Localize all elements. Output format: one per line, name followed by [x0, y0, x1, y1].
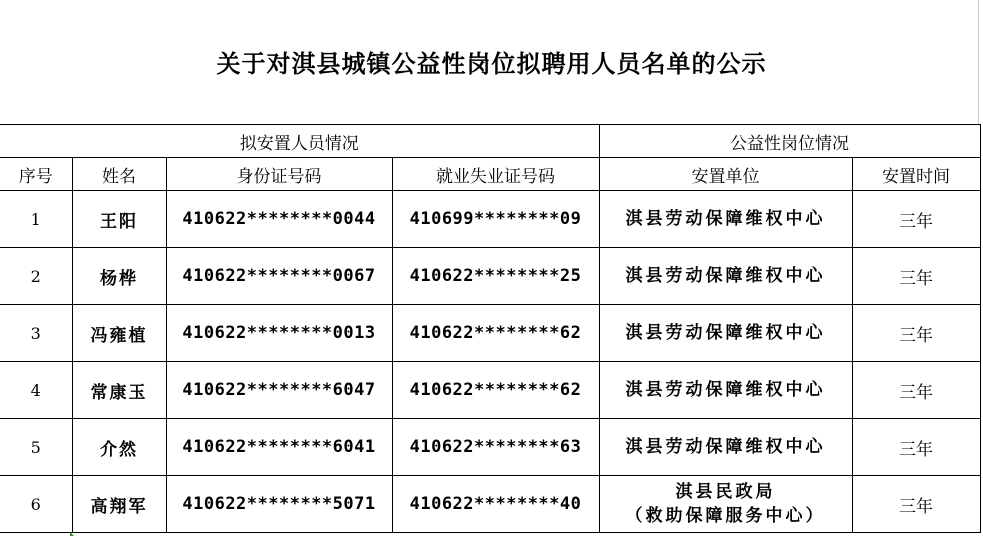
cell-id-number: 410622********5071: [166, 476, 392, 533]
column-header-row: [0, 158, 980, 191]
cell-unit: [599, 305, 852, 362]
cell-id-number: 410622********6041: [166, 419, 392, 476]
group-header-personnel: 拟安置人员情况: [0, 125, 599, 158]
cell-duration: 三年: [852, 362, 980, 419]
cell-corner-marker: [70, 532, 74, 536]
cell-name: 介然: [72, 419, 166, 476]
column-header-unit: 安置单位: [599, 158, 852, 191]
cell-unit: [599, 419, 852, 476]
cell-seq: 2: [0, 248, 72, 305]
column-header-name: 姓名: [72, 158, 166, 191]
column-header-id-number: 身份证号码: [166, 158, 392, 191]
column-header-seq: 序号: [0, 158, 72, 191]
cell-duration: 三年: [852, 476, 980, 533]
cell-id-number: 410622********0067: [166, 248, 392, 305]
cell-unit: [599, 476, 852, 533]
cell-unit-line: 淇县劳动保障维权中心: [625, 209, 826, 229]
cell-unit: [599, 362, 852, 419]
cell-name: 冯雍植: [72, 305, 166, 362]
cell-seq: 4: [0, 362, 72, 419]
cell-unit: [599, 191, 852, 248]
cell-unit-line: 淇县劳动保障维权中心: [625, 266, 826, 286]
cell-employment-cert: 410622********25: [392, 248, 599, 305]
cell-seq: 1: [0, 191, 72, 248]
column-header-duration: 安置时间: [852, 158, 980, 191]
column-header-employment-cert: 就业失业证号码: [392, 158, 599, 191]
table-row: [0, 419, 980, 476]
cell-unit-line: 淇县劳动保障维权中心: [625, 323, 826, 343]
cell-duration: 三年: [852, 248, 980, 305]
cell-id-number: 410622********6047: [166, 362, 392, 419]
table-row: [0, 248, 980, 305]
cell-employment-cert: 410622********63: [392, 419, 599, 476]
cell-seq: 5: [0, 419, 72, 476]
cell-employment-cert: 410622********62: [392, 362, 599, 419]
cell-unit-line: 淇县劳动保障维权中心: [625, 380, 826, 400]
sheet-gridline: [978, 0, 979, 124]
page-title: 关于对淇县城镇公益性岗位拟聘用人员名单的公示: [216, 50, 767, 78]
cell-id-number: 410622********0013: [166, 305, 392, 362]
cell-seq: 6: [0, 476, 72, 533]
cell-unit-line: （救助保障服务中心）: [625, 506, 826, 526]
cell-unit: [599, 248, 852, 305]
cell-unit-line: 淇县劳动保障维权中心: [625, 437, 826, 457]
cell-employment-cert: 410622********62: [392, 305, 599, 362]
cell-name: 杨桦: [72, 248, 166, 305]
cell-duration: 三年: [852, 419, 980, 476]
cell-name: 高翔军: [72, 476, 166, 533]
cell-id-number: 410622********0044: [166, 191, 392, 248]
cell-unit-line: 淇县民政局: [675, 482, 776, 502]
cell-name: 王阳: [72, 191, 166, 248]
roster-table: [0, 124, 981, 533]
cell-employment-cert: 410622********40: [392, 476, 599, 533]
cell-duration: 三年: [852, 305, 980, 362]
cell-duration: 三年: [852, 191, 980, 248]
table-row: [0, 191, 980, 248]
cell-name: 常康玉: [72, 362, 166, 419]
group-header-row: [0, 125, 980, 158]
cell-employment-cert: 410699********09: [392, 191, 599, 248]
table-row: [0, 305, 980, 362]
table-body: [0, 125, 980, 533]
cell-seq: 3: [0, 305, 72, 362]
table-row: [0, 362, 980, 419]
table-row: [0, 476, 980, 533]
group-header-post: 公益性岗位情况: [599, 125, 980, 158]
